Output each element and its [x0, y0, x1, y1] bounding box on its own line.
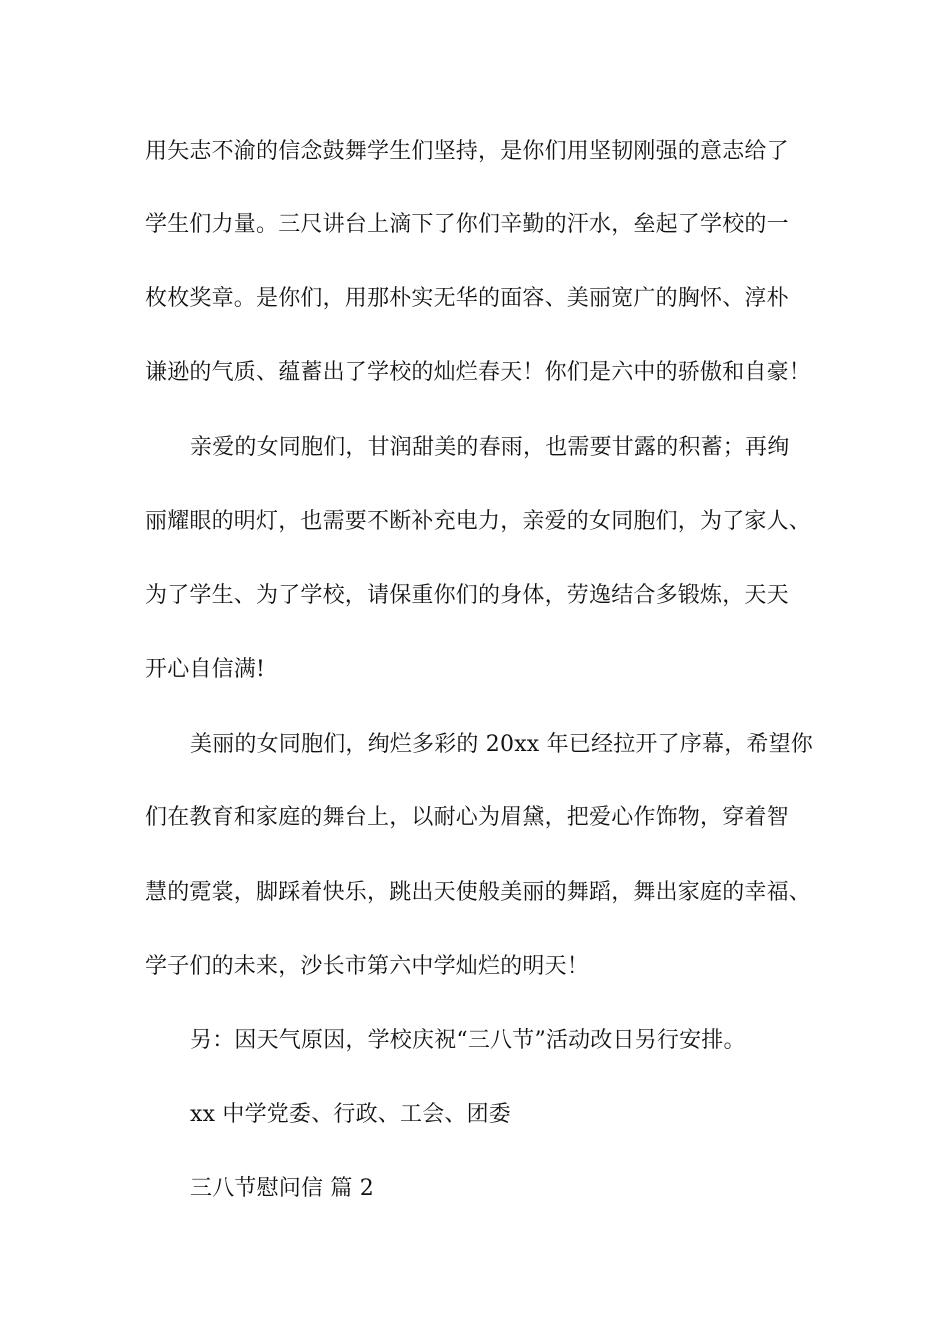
- paragraph-line: 丽耀眼的明灯，也需要不断补充电力，亲爱的女同胞们，为了家人、: [145, 509, 812, 534]
- paragraph-line: 学生们力量。三尺讲台上滴下了你们辛勤的汗水，垒起了学校的一: [145, 212, 789, 237]
- paragraph-line: 枚枚奖章。是你们，用那朴实无华的面容、美丽宽广的胸怀、淳朴: [145, 286, 789, 311]
- paragraph-line: 亲爱的女同胞们，甘润甜美的春雨，也需要甘露的积蓄；再绚: [190, 435, 790, 460]
- paragraph-line: 美丽的女同胞们，绚烂多彩的 20xx 年已经拉开了序幕，希望你: [190, 732, 813, 757]
- paragraph-line: 为了学生、为了学校，请保重你们的身体，劳逸结合多锻炼，天天: [145, 583, 789, 608]
- paragraph-line: 谦逊的气质、蕴蓄出了学校的灿烂春天！你们是六中的骄傲和自豪！: [145, 360, 812, 385]
- paragraph-line: 开心自信满!: [145, 657, 266, 682]
- paragraph-line: 们在教育和家庭的舞台上，以耐心为眉黛，把爱心作饰物，穿着智: [145, 805, 789, 830]
- paragraph-line: 用矢志不渝的信念鼓舞学生们坚持，是你们用坚韧刚强的意志给了: [145, 139, 789, 164]
- paragraph-line: 慧的霓裳，脚踩着快乐，跳出天使般美丽的舞蹈，舞出家庭的幸福、: [145, 880, 812, 905]
- signature-line: xx 中学党委、行政、工会、团委: [190, 1102, 512, 1127]
- paragraph-line: 学子们的未来，沙长市第六中学灿烂的明天！: [145, 954, 590, 979]
- section-heading: 三八节慰问信 篇 2: [190, 1176, 374, 1201]
- notice-line: 另：因天气原因，学校庆祝“三八节”活动改日另行安排。: [190, 1028, 746, 1053]
